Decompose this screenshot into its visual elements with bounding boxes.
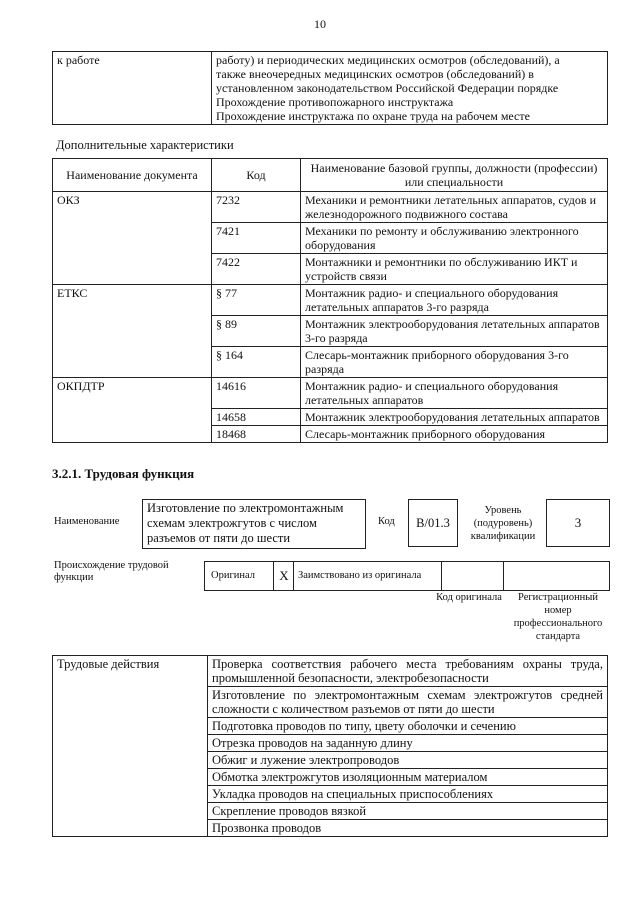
- code-cell: 18468: [212, 426, 301, 443]
- header-name: Наименование базовой группы, должности (профессии) или специальности: [301, 159, 608, 192]
- reg-number-cell: [503, 562, 610, 590]
- doc-cell: ОКЗ: [53, 192, 212, 285]
- top-table-left: к работе: [53, 52, 212, 125]
- action-item: Проверка соответствия рабочего места требованиям охраны труда, промышленной безопасности, электробезопасности: [208, 656, 608, 687]
- code-label: Код: [378, 516, 395, 527]
- name-cell: Монтажник электрооборудования летательных аппаратов: [301, 409, 608, 426]
- actions-label: Трудовые действия: [53, 656, 208, 837]
- top-line: работу) и периодических медицинских осмотров (обследований), а: [216, 53, 560, 67]
- top-line: Прохождение инструктажа по охране труда на рабочем месте: [216, 109, 530, 123]
- code-cell: 14616: [212, 378, 301, 409]
- name-cell: Механики по ремонту и обслуживанию электронного оборудования: [301, 223, 608, 254]
- reg-number-label: Регистрационный номер профессионального стандарта: [513, 592, 603, 642]
- action-item: Отрезка проводов на заданную длину: [208, 735, 608, 752]
- doc-cell: ЕТКС: [53, 285, 212, 378]
- borrowed-label: Заимствовано из оригинала: [293, 562, 446, 590]
- orig-code-label: Код оригинала: [436, 592, 502, 603]
- action-item: Изготовление по электромонтажным схемам электрожгутов средней сложности с количеством разъемов от пяти до шести: [208, 687, 608, 718]
- additional-title: Дополнительные характеристики: [56, 138, 234, 152]
- name-cell: Монтажник радио- и специального оборудования летательных аппаратов: [301, 378, 608, 409]
- page-number: 10: [314, 17, 326, 31]
- name-cell: Монтажник радио- и специального оборудования летательных аппаратов 3-го разряда: [301, 285, 608, 316]
- level-box: 3: [546, 499, 610, 547]
- code-cell: 7422: [212, 254, 301, 285]
- additional-table: [52, 158, 608, 443]
- code-cell: § 164: [212, 347, 301, 378]
- name-cell: Монтажник электрооборудования летательных аппаратов 3-го разряда: [301, 316, 608, 347]
- original-label: Оригинал: [211, 570, 255, 581]
- name-cell: Механики и ремонтники летательных аппаратов, судов и железнодорожного подвижного состава: [301, 192, 608, 223]
- name-label: Наименование: [54, 516, 120, 527]
- original-mark: X: [273, 562, 294, 590]
- code-cell: 7421: [212, 223, 301, 254]
- function-title: 3.2.1. Трудовая функция: [52, 466, 195, 481]
- code-cell: 14658: [212, 409, 301, 426]
- action-item: Подготовка проводов по типу, цвету оболочки и сечению: [208, 718, 608, 735]
- code-cell: § 77: [212, 285, 301, 316]
- top-line: установленном законодательством Российской Федерации порядке: [216, 81, 559, 95]
- top-table: [52, 51, 608, 125]
- top-line: также внеочередных медицинских осмотров (обследований) в: [216, 67, 534, 81]
- actions-table: [52, 655, 608, 837]
- name-cell: Слесарь-монтажник приборного оборудования: [301, 426, 608, 443]
- action-item: Прозвонка проводов: [208, 820, 608, 837]
- action-item: Укладка проводов на специальных приспособлениях: [208, 786, 608, 803]
- header-code: Код: [212, 159, 301, 192]
- action-item: Скрепление проводов вязкой: [208, 803, 608, 820]
- function-name-box: Изготовление по электромонтажным схемам электрожгутов с числом разъемов от пяти до шести: [142, 499, 366, 549]
- name-cell: Слесарь-монтажник приборного оборудования 3-го разряда: [301, 347, 608, 378]
- header-doc: Наименование документа: [53, 159, 212, 192]
- action-item: Обмотка электрожгутов изоляционным материалом: [208, 769, 608, 786]
- orig-code-cell: [441, 562, 504, 590]
- top-table-right: [212, 52, 608, 125]
- function-code-box: В/01.3: [408, 499, 458, 547]
- code-cell: § 89: [212, 316, 301, 347]
- origin-label: Происхождение трудовой функции: [54, 560, 169, 583]
- level-label: Уровень (подуровень) квалификации: [470, 505, 536, 542]
- action-item: Обжиг и лужение электропроводов: [208, 752, 608, 769]
- code-cell: 7232: [212, 192, 301, 223]
- doc-cell: ОКПДТР: [53, 378, 212, 443]
- top-line: Прохождение противопожарного инструктажа: [216, 95, 454, 109]
- origin-row: [204, 561, 610, 591]
- name-cell: Монтажники и ремонтники по обслуживанию ИКТ и устройств связи: [301, 254, 608, 285]
